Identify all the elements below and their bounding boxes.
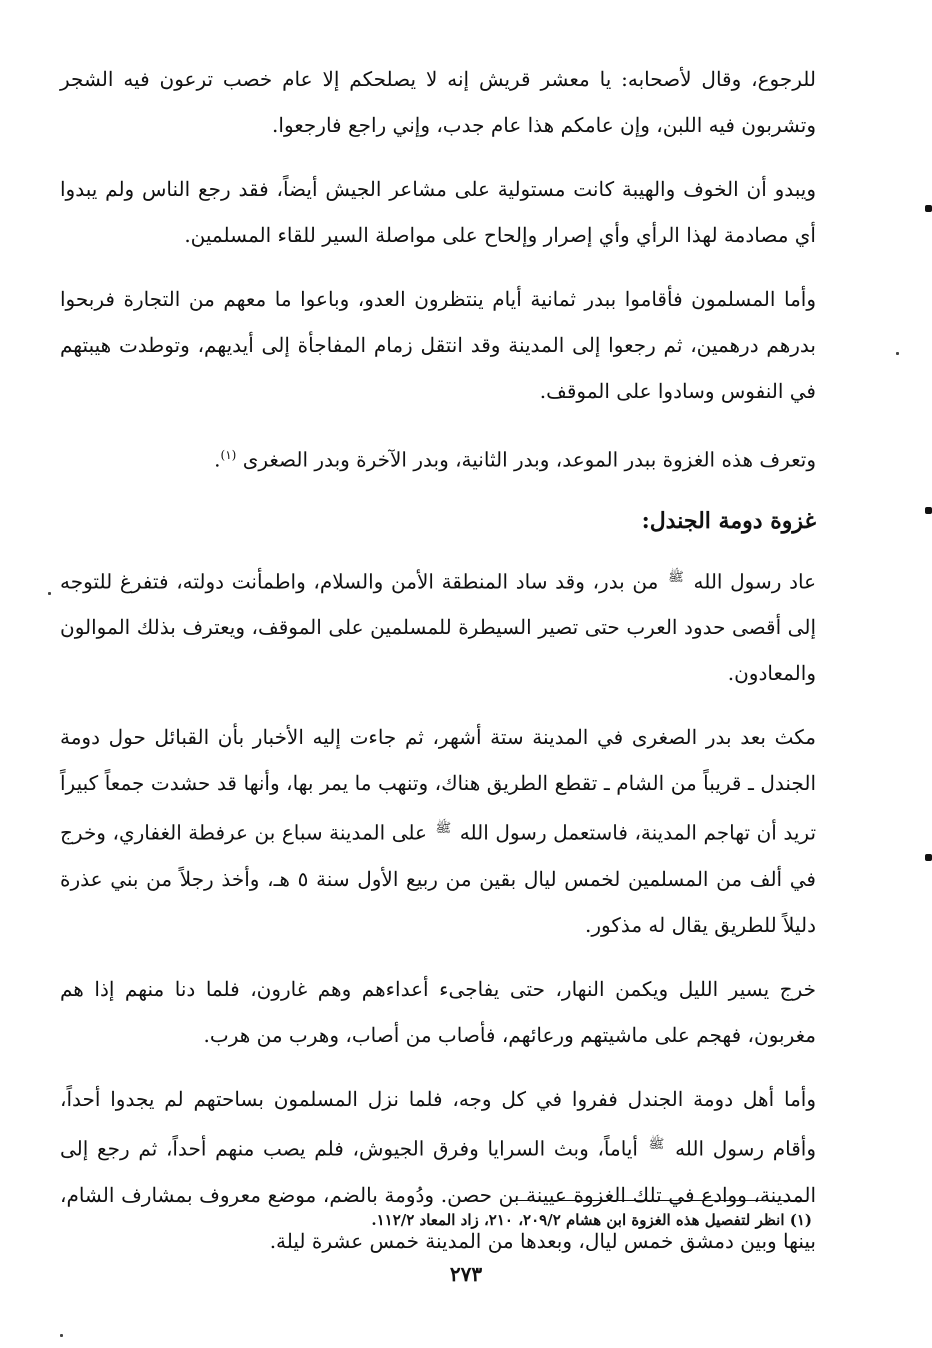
- paragraph-5-part2: من بدر، وقد ساد المنطقة الأمن والسلام، واطمأنت دولته، فتفرغ للتوجه إلى أقصى حدود العرب حتى تصير السيطرة للمسلمين على الموقف، ويعترف بذلك الموالون والمعادون.: [60, 569, 816, 686]
- paragraph-7: خرج يسير الليل ويكمن النهار، حتى يفاجىء أعداءهم وهم غارون، فلما دنا منهم إذا هم مغربون، فهجم على ماشيتهم ورعائهم، فأصاب من أصاب، وهرب من هرب.: [60, 976, 816, 1047]
- margin-mark: [925, 854, 932, 861]
- paragraph-5: [60, 555, 816, 697]
- footnote: (١) انظر لتفصيل هذه الغزوة ابن هشام ٢٠٩/٢، ٢١٠، زاد المعاد ١١٢/٢.: [371, 1211, 812, 1229]
- paragraph-4-text: وتعرف هذه الغزوة ببدر الموعد، وبدر الثانية، وبدر الآخرة وبدر الصغرى: [242, 447, 816, 472]
- margin-mark: [925, 507, 932, 514]
- paragraph-2: ويبدو أن الخوف والهيبة كانت مستولية على مشاعر الجيش أيضاً، فقد رجع الناس ولم يبدوا أي مصادمة لهذا الرأي وأي إصرار وإلحاح على مواصلة السير للقاء المسلمين.: [60, 177, 816, 247]
- page-body: [60, 56, 816, 1282]
- scan-speck: [48, 592, 51, 595]
- paragraph-3: وأما المسلمون فأقاموا ببدر ثمانية أيام ينتظرون العدو، وباعوا ما معهم من التجارة فربحوا بدرهم درهمين، ثم رجعوا إلى المدينة وقد انتقل زمام المفاجأة إلى أيديهم، وتوطدت هيبتهم في النفوس وسادوا على الموقف.: [60, 287, 816, 403]
- footnote-divider: [512, 1200, 808, 1201]
- paragraph-6-part2: على المدينة سباع بن عرفطة الغفاري، وخرج في ألف من المسلمين لخمس ليال بقين من ربيع الأول سنة ٥ هـ، وأخذ رجلاً من بني عذرة دليلاً للطريق يقال له مذكور.: [60, 820, 816, 937]
- paragraph-6-part1: مكث بعد بدر الصغرى في المدينة ستة أشهر، ثم جاءت إليه الأخبار بأن القبائل حول دومة الجندل ـ قريباً من الشام ـ تقطع الطريق هناك، وتنهب ما يمر بها، وأنها قد حشدت جمعاً كبيراً تريد أن تهاجم المدينة، فاستعمل رسول الله: [60, 725, 817, 845]
- margin-mark: [925, 205, 932, 212]
- paragraph-8-part1: وأما أهل دومة الجندل ففروا في كل وجه، فلما نزل المسلمون بساحتهم لم يجدوا أحداً، وأقام رسول الله: [60, 1086, 816, 1161]
- section-heading: غزوة دومة الجندل:: [641, 507, 816, 534]
- paragraph-8: [60, 1076, 816, 1264]
- salla-ligature: ﷺ: [435, 821, 452, 837]
- paragraph-4: [60, 432, 816, 483]
- paragraph-6: [60, 714, 816, 948]
- salla-ligature: ﷺ: [668, 569, 684, 585]
- paragraph-8-part2: أياماً، وبث السرايا وفرق الجيوش، فلم يصب منهم أحداً، ثم رجع إلى المدينة، ووادع في تلك الغزوة عيينة بن حصن. ودُومة بالضم، موضع معروف بمشارف الشام، بينها وبين دمشق خمس ليال، وبعدها من المدينة خمس عشرة ليلة.: [60, 1136, 816, 1253]
- footnote-reference: (١): [220, 448, 237, 462]
- scan-speck: [896, 352, 899, 355]
- page-number: ٢٧٣: [449, 1262, 483, 1286]
- paragraph-4-end: .: [214, 447, 221, 472]
- salla-ligature: ﷺ: [648, 1136, 665, 1152]
- paragraph-5-part1: عاد رسول الله: [693, 569, 817, 594]
- scan-speck: [60, 1334, 63, 1337]
- paragraph-1: للرجوع، وقال لأصحابه: يا معشر قريش إنه لا يصلحكم إلا عام خصب ترعون فيه الشجر وتشربون فيه اللبن، وإن عامكم هذا عام جدب، وإني راجع فارجعوا.: [60, 67, 816, 137]
